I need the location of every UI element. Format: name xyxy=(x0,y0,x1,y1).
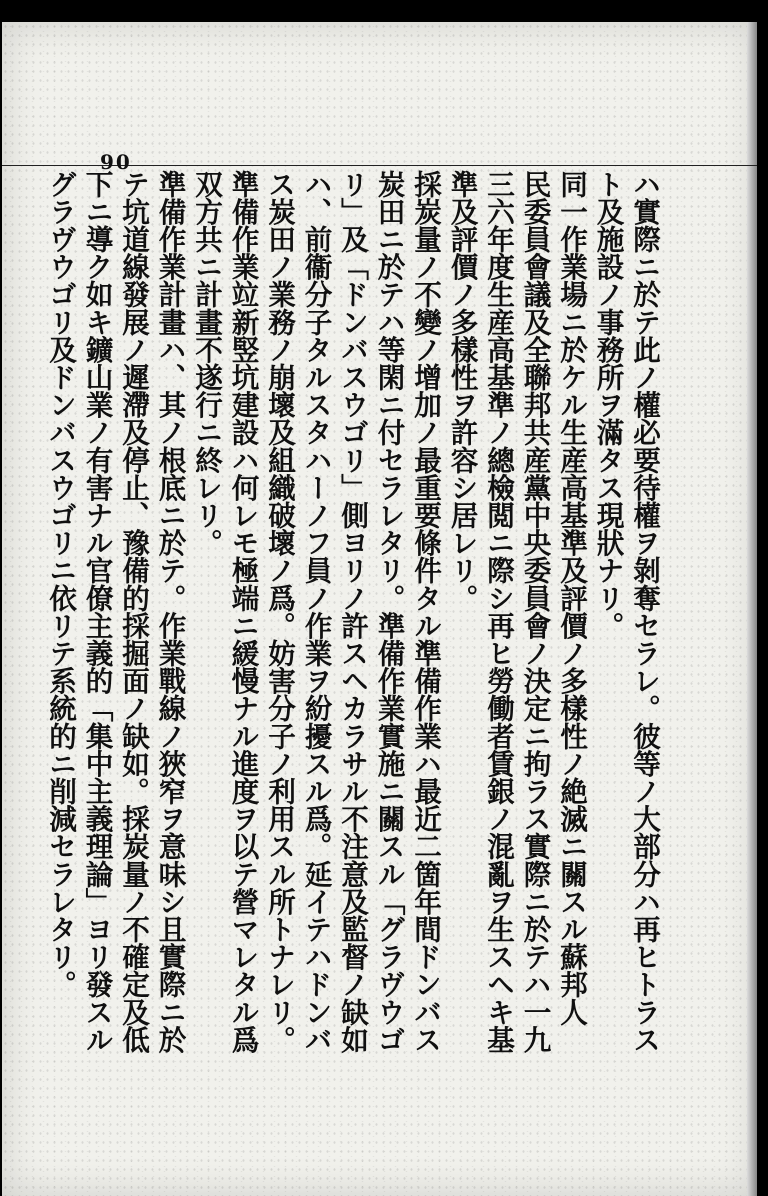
text-column: 三六年度生産高基準ノ總檢閲ニ際シ再ヒ勞働者賃銀ノ混亂ヲ生スヘキ基 xyxy=(482,170,515,1054)
text-column: 民委員會議及全聯邦共産黨中央委員會ノ決定ニ拘ラス實際ニ於テハ一九 xyxy=(518,170,552,1054)
page-number: 90 xyxy=(100,150,132,174)
text-column: 準及評價ノ多樣性ヲ許容シ居レリ。 xyxy=(445,170,479,612)
text-column: ハ實際ニ於テ此ノ權必要待權ヲ剝奪セラレ。彼等ノ大部分ハ再ヒトラス xyxy=(628,170,661,1054)
text-column: ト及施設ノ事務所ヲ滿タス現狀ナリ。 xyxy=(591,170,625,640)
text-column: 同一作業場ニ於ケル生産高基準及評價ノ多樣性ノ絶滅ニ關スル蘇邦人 xyxy=(555,170,588,1026)
text-column: 準備作業竝新竪坑建設ハ何レモ極端ニ緩慢ナル進度ヲ以テ營マレタル爲 xyxy=(226,170,260,1054)
text-column: ス炭田ノ業務ノ崩壞及組織破壞ノ爲。妨害分子ノ利用スル所トナレリ。 xyxy=(263,170,296,1054)
text-column: グラヴウゴリ及ドンバスウゴリニ依リテ系統的ニ削減セラレタリ。 xyxy=(44,170,77,998)
vertical-text-body xyxy=(44,170,662,1170)
text-column: 下ニ導ク如キ鑛山業ノ有害ナル官僚主義的「集中主義理論」ヨリ發スル xyxy=(80,170,114,1054)
text-column: テ坑道線發展ノ遲滯及停止、豫備的採掘面ノ缺如。採炭量ノ不確定及低 xyxy=(117,170,150,1054)
text-column: 準備作業計畫ハ、其ノ根底ニ於テ。作業戰線ノ狹窄ヲ意味シ且實際ニ於 xyxy=(153,170,187,1054)
text-column: リ」及「ドンバスウゴリ」側ヨリノ許スヘカラサル不注意及監督ノ缺如 xyxy=(336,170,369,1054)
text-column: ハ、前衞分子タルスタハーノフ員ノ作業ヲ紛擾スル爲。延イテハドンバ xyxy=(299,170,333,1054)
text-column: 採炭量ノ不變ノ增加ノ最重要條件タル準備作業ハ最近二箇年間ドンバス xyxy=(409,170,442,1054)
text-column: 双方共ニ計畫不遂行ニ終レリ。 xyxy=(190,170,223,557)
text-column: 炭田ニ於テハ等閑ニ付セラレタリ。準備作業實施ニ關スル「グラヴウゴ xyxy=(372,170,406,1054)
page-binding-edge xyxy=(747,22,757,1196)
document-page xyxy=(2,22,757,1196)
